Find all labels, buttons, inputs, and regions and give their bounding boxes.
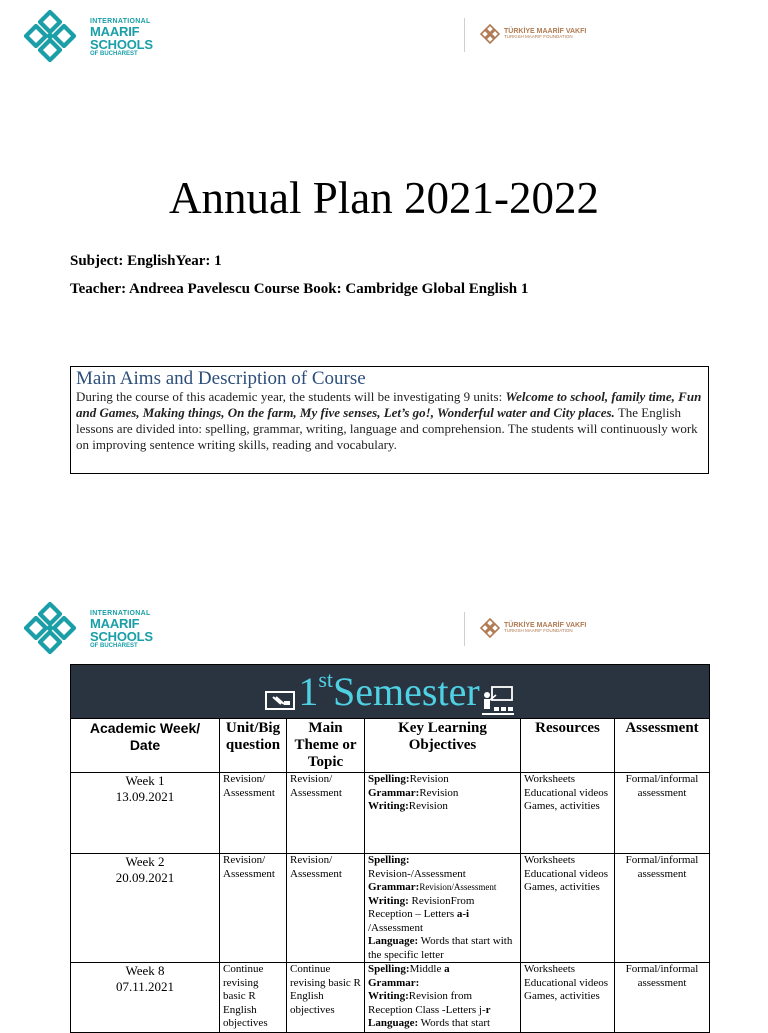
foundation-logo: TÜRKİYE MAARİF VAKFI TURKISH MAARIF FOUNDATION [480,24,590,48]
foundation-emblem-icon [480,24,500,44]
theme-cell: Revision/ Assessment [287,773,365,854]
header-divider [464,612,465,646]
unit-cell: Revision/ Assessment [220,854,287,963]
annual-plan-table [70,664,710,1033]
assessment-cell: Formal/informal assessment [615,773,710,854]
units-list: Welcome to school, family time, Fun and Games, Making things, On the farm, My five senses, Let’s go!, Wonderful water and City places. [76,389,702,420]
aims-heading: Main Aims and Description of Course [76,368,366,389]
table-row [71,773,710,854]
week-cell: Week 1 13.09.2021 [71,773,220,854]
maarif-emblem-icon [22,600,78,656]
school-name: INTERNATIONAL MAARIF SCHOOLS OF BUCHAREST [90,610,153,649]
objectives-cell: Spelling: Revision-/Assessment Grammar:Revision/Assessment Writing: RevisionFrom Reception – Letters a-i /Assessment Language: Words that start with the specific letter [365,854,521,963]
week-cell: Week 2 20.09.2021 [71,854,220,963]
col-header-week: Academic Week/ Date [71,719,220,773]
semester-banner [71,665,710,719]
week-cell: Week 8 07.11.2021 [71,963,220,1033]
school-name: INTERNATIONAL MAARIF SCHOOLS OF BUCHAREST [90,18,153,57]
assessment-cell: Formal/informal assessment [615,963,710,1033]
school-logo [22,8,202,64]
unit-cell: Revision/ Assessment [220,773,287,854]
theme-cell: Revision/ Assessment [287,854,365,963]
resources-cell: Worksheets Educational videos Games, activities [521,963,615,1033]
teacher-line: Teacher: Andreea Pavelescu Course Book: Cambridge Global English 1 [70,281,529,297]
table-row [71,963,710,1033]
col-header-theme: Main Theme or Topic [287,719,365,773]
aims-box [70,366,709,474]
col-header-resources: Resources [521,719,615,773]
col-header-objectives: Key Learning Objectives [365,719,521,773]
objectives-cell: Spelling:Middle a Grammar: Writing:Revision from Reception Class -Letters j-r Language: Words that start [365,963,521,1033]
table-row [71,854,710,963]
assessment-cell: Formal/informal assessment [615,854,710,963]
theme-cell: Continue revising basic R English objectives [287,963,365,1033]
resources-cell: Worksheets Educational videos Games, activities [521,773,615,854]
chalkboard-icon [264,690,296,712]
foundation-emblem-icon [480,618,500,638]
maarif-emblem-icon [22,8,78,64]
objectives-cell: Spelling:Revision Grammar:Revision Writing:Revision [365,773,521,854]
col-header-unit: Unit/Big question [220,719,287,773]
resources-cell: Worksheets Educational videos Games, activities [521,854,615,963]
header-divider [464,18,465,52]
aims-description: During the course of this academic year, the students will be investigating 9 units: Welcome to school, family time, Fun and Games, Making things, On the farm, My five senses, Let’s go!, Wonderful water and City places. The English lessons are divided into: spelling, grammar, writing, language and comprehension. The students will continuously work on improving sentence writing skills, reading and vocabulary. [76,389,702,452]
col-header-assessment: Assessment [615,719,710,773]
semester-title: 1stSemester [298,667,480,714]
foundation-logo-page2: TÜRKİYE MAARİF VAKFI TURKISH MAARIF FOUNDATION [480,618,590,642]
page-title: Annual Plan 2021-2022 [169,173,599,223]
teacher-icon [480,685,516,717]
subject-line: Subject: EnglishYear: 1 [70,253,222,269]
unit-cell: Continue revising basic R English objectives [220,963,287,1033]
school-logo-page2 [22,600,202,656]
